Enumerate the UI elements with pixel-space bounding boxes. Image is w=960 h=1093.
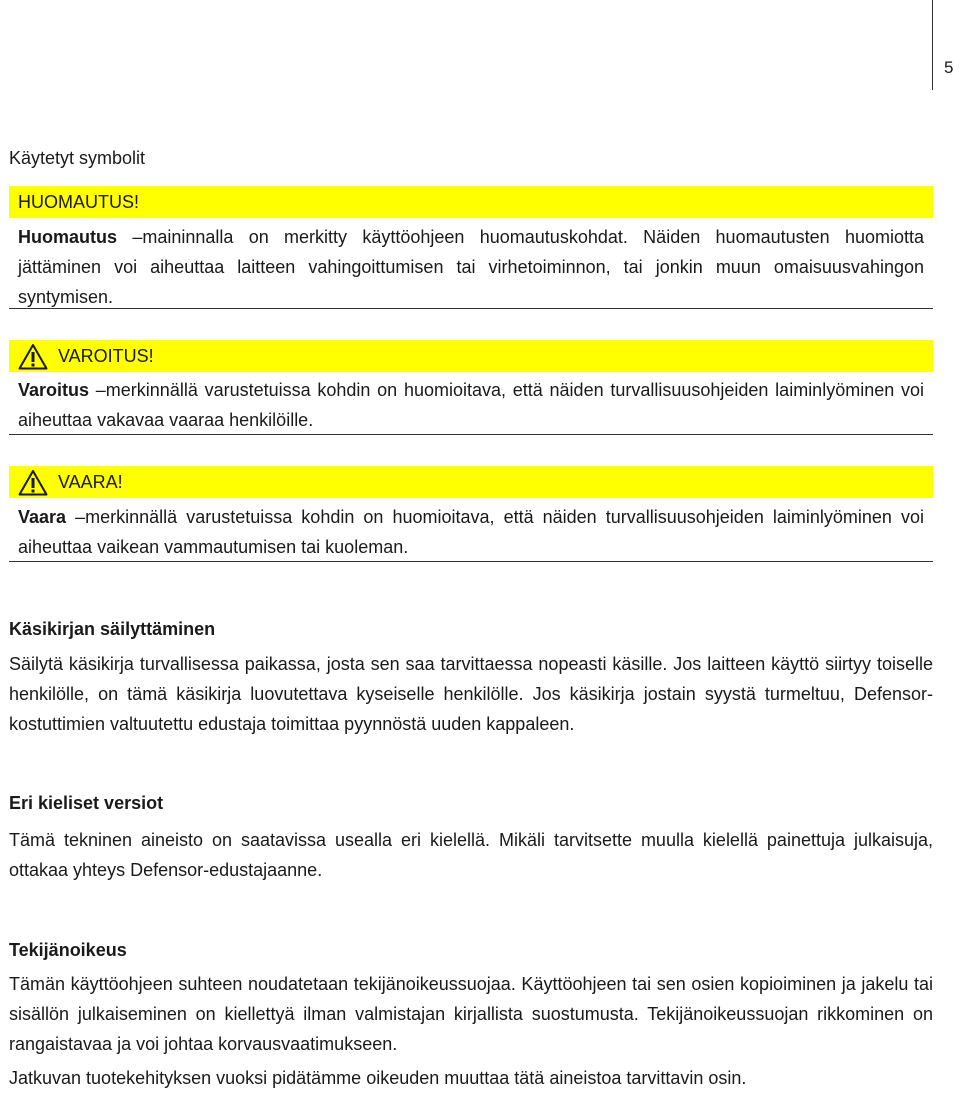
danger-description bbox=[18, 502, 924, 562]
notice-text: –maininnalla on merkitty käyttöohjeen huomautuskohdat. Näiden huomautusten huomiotta jättäminen voi aiheuttaa laitteen vahingoittumisen tai virhetoiminnon, tai jonkin muun omaisuusvahingon syntymisen. bbox=[18, 227, 924, 307]
languages-text: Tämä tekninen aineisto on saatavissa usealla eri kielellä. Mikäli tarvitsette muulla kielellä painettuja julkaisuja, ottakaa yhteys Defensor-edustajaanne. bbox=[9, 830, 933, 880]
notice-banner bbox=[9, 186, 933, 218]
copyright-title: Tekijänoikeus bbox=[9, 940, 127, 960]
warning-banner bbox=[9, 340, 933, 372]
warning-lead: Varoitus bbox=[18, 380, 90, 400]
notice-lead: Huomautus bbox=[18, 227, 117, 247]
danger-divider bbox=[9, 561, 933, 562]
copyright-note: Jatkuvan tuotekehityksen vuoksi pidätämme oikeuden muuttaa tätä aineistoa tarvittavin osin. bbox=[9, 1068, 747, 1088]
notice-description bbox=[18, 222, 924, 312]
warning-label: VAROITUS! bbox=[58, 345, 154, 366]
languages-title: Eri kieliset versiot bbox=[9, 793, 164, 813]
warning-description bbox=[18, 375, 924, 435]
storage-title: Käsikirjan säilyttäminen bbox=[9, 619, 216, 639]
warning-text: –merkinnällä varustetuissa kohdin on huomioitava, että näiden turvallisuusohjeiden laiminlyöminen voi aiheuttaa vakavaa vaaraa henkilöille. bbox=[18, 380, 924, 430]
warning-divider bbox=[9, 434, 933, 435]
danger-banner bbox=[9, 466, 933, 498]
symbols-title: Käytetyt symbolit bbox=[9, 148, 146, 168]
notice-label: HUOMAUTUS! bbox=[18, 191, 139, 212]
page-number: 5 bbox=[944, 58, 954, 77]
warning-triangle-icon bbox=[18, 469, 48, 496]
copyright-text: Tämän käyttöohjeen suhteen noudatetaan tekijänoikeussuojaa. Käyttöohjeen tai sen osien kopioiminen ja jakelu tai sisällön julkaiseminen on kiellettyä ilman valmistajan kirjallista suostumusta. Tekijänoikeussuojan rikkominen on rangaistavaa ja voi johtaa korvausvaatimukseen. bbox=[9, 974, 933, 1054]
danger-label: VAARA! bbox=[58, 471, 123, 492]
danger-lead: Vaara bbox=[18, 507, 67, 527]
notice-divider bbox=[9, 308, 933, 309]
page-edge-rule bbox=[932, 0, 933, 90]
danger-text: –merkinnällä varustetuissa kohdin on huomioitava, että näiden turvallisuusohjeiden laiminlyöminen voi aiheuttaa vaikean vammautumisen tai kuoleman. bbox=[18, 507, 924, 557]
storage-text: Säilytä käsikirja turvallisessa paikassa, josta sen saa tarvittaessa nopeasti käsille. Jos laitteen käyttö siirtyy toiselle henkilölle, on tämä käsikirja luovutettava kyseiselle henkilölle. Jos käsikirja jostain syystä turmeltuu, Defensor-kostuttimien valtuutettu edustaja toimittaa pyynnöstä uuden kappaleen. bbox=[9, 654, 933, 734]
warning-triangle-icon bbox=[18, 343, 48, 370]
